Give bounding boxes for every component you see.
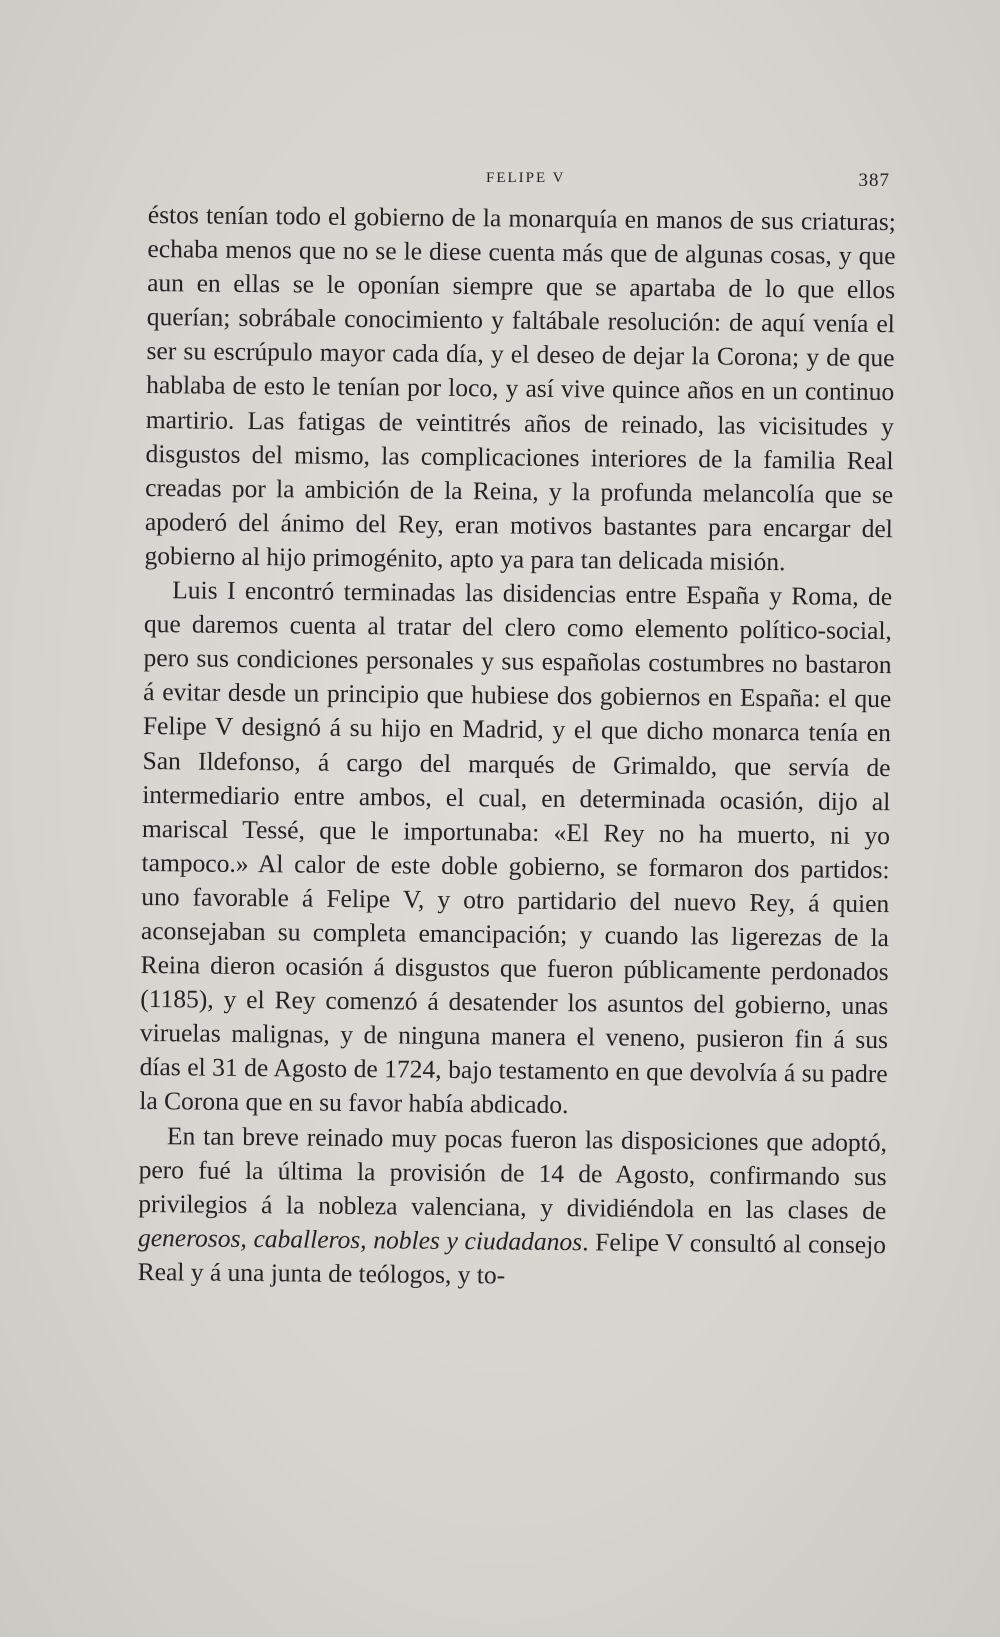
paragraph-3-italic-classes: generosos, caballeros, nobles y ciudadanos bbox=[137, 1222, 583, 1257]
running-head bbox=[160, 168, 890, 192]
body-text bbox=[138, 198, 896, 1296]
running-title: FELIPE V bbox=[486, 170, 566, 186]
paragraph-3-text-end: . Felipe V consultó al consejo Real y á una junta de teólogos, y to- bbox=[137, 1227, 887, 1290]
paragraph-3 bbox=[138, 1118, 888, 1296]
paragraph-1: éstos tenían todo el gobierno de la monarquía en manos de sus criaturas; echaba menos que no se le diese cuenta más que de algunas cosas, y que aun en ellas se le oponían siempre que se apartaba de lo que ellos querían; sobrábale conocimiento y faltábale resolución: de aquí venía el ser su escrúpulo mayor cada día, y el deseo de dejar la Corona; y de que hablaba de esto le tenían por loco, y así vive quince años en un continuo martirio. Las fatigas de veintitrés años de reinado, las vicisitudes y disgustos del mismo, las complicaciones interiores de la familia Real creadas por la ambición de la Reina, y la profunda melancolía que se apoderó del ánimo del Rey, eran motivos bastantes para encargar del gobierno al hijo primogénito, apto ya para tan delicada misión. bbox=[144, 199, 896, 577]
page-number: 387 bbox=[858, 170, 890, 191]
paragraph-3-text-start: En tan breve reinado muy pocas fueron las disposiciones que adoptó, pero fué la última la provisión de 14 de Agosto, confirmando sus privilegios á la nobleza valenciana, y dividiéndola en las clases de bbox=[138, 1120, 888, 1225]
paragraph-2: Luis I encontró terminadas las disidencias entre España y Roma, de que daremos cuenta al tratar del clero como elemento político-social, pero sus condiciones personales y sus españolas costumbres no bastaron á evitar desde un principio que hubiese dos gobiernos en España: el que Felipe V designó á su hijo en Madrid, y el que dicho monarca tenía en San Ildefonso, á cargo del marqués de Grimaldo, que servía de intermediario entre ambos, el cual, en determinada ocasión, dijo al mariscal Tessé, que le importunaba: «El Rey no ha muerto, ni yo tampoco.» Al calor de este doble gobierno, se formaron dos partidos: uno favorable á Felipe V, y otro partidario del nuevo Rey, á quien aconsejaban su completa emancipación; y cuando las ligerezas de la Reina dieron ocasión á disgustos que fueron públicamente perdonados (1185), y el Rey comenzó á desatender los asuntos del gobierno, unas viruelas malignas, y de ninguna manera el veneno, pusieron fin á sus días el 31 de Agosto de 1724, bajo testamento en que devolvía á su padre la Corona que en su favor había abdicado. bbox=[139, 575, 893, 1120]
